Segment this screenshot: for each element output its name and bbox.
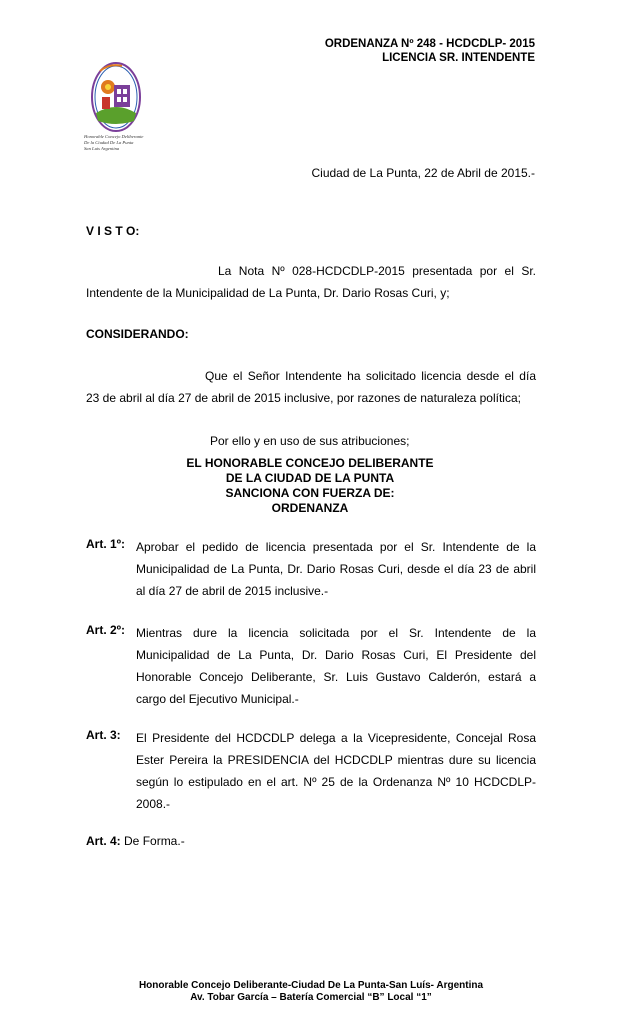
article-line: 2008.- <box>136 797 171 811</box>
visto-line: La Nota Nº 028-HCDCDLP-2015 presentada por el Sr. <box>218 264 536 278</box>
por-ello-line: Por ello y en uso de sus atribuciones; <box>210 434 410 448</box>
article-line: Mientras dure la licencia solicitada por el Sr. Intendente de la <box>136 626 536 640</box>
article-line: al día 27 de abril de 2015 inclusive.- <box>136 584 329 598</box>
footer-line: Av. Tobar García – Batería Comercial “B” Local “1” <box>190 992 432 1003</box>
ordinance-subject: LICENCIA SR. INTENDENTE <box>382 52 535 64</box>
ordinance-number: ORDENANZA Nº 248 - HCDCDLP- 2015 <box>324 38 535 50</box>
article-line: Aprobar el pedido de licencia presentada por el Sr. Intendente de la <box>136 540 536 554</box>
resolution-line: SANCIONA CON FUERZA DE: <box>225 486 395 500</box>
article-1-body <box>136 536 536 602</box>
considerando-line: Que el Señor Intendente ha solicitado licencia desde el día <box>205 369 536 383</box>
considerando-paragraph <box>205 365 536 387</box>
article-line: Ester Pereira la PRESIDENCIA del HCDCDLP mientras dure su licencia <box>136 753 536 767</box>
considerando-paragraph-cont <box>86 387 546 409</box>
document-date: Ciudad de La Punta, 22 de Abril de 2015.- <box>311 166 535 180</box>
visto-line: Intendente de la Municipalidad de La Punta, Dr. Dario Rosas Curi, y; <box>86 286 450 300</box>
article-2-body <box>136 622 536 710</box>
article-3-body <box>136 727 536 815</box>
considerando-heading: CONSIDERANDO: <box>86 327 189 341</box>
article-line: cargo del Ejecutivo Municipal.- <box>136 692 299 706</box>
visto-paragraph-cont <box>86 282 536 304</box>
article-3-label: Art. 3: <box>86 728 121 742</box>
article-line: Municipalidad de La Punta, Dr. Dario Rosas Curi, desde el día 23 de abril <box>136 562 536 576</box>
resolution-line: EL HONORABLE CONCEJO DELIBERANTE <box>186 456 434 470</box>
logo-caption <box>84 134 154 152</box>
considerando-line: 23 de abril al día 27 de abril de 2015 inclusive, por razones de naturaleza política; <box>86 391 521 405</box>
logo-caption-line: De la Ciudad De La Punta <box>84 140 134 145</box>
footer-line: Honorable Concejo Deliberante-Ciudad De La Punta-San Luís- Argentina <box>138 980 484 991</box>
article-line: Honorable Concejo Deliberante, Sr. Luis Gustavo Calderón, estará a <box>136 670 536 684</box>
visto-heading: V I S T O: <box>86 224 140 238</box>
article-4 <box>86 834 185 848</box>
article-line: De Forma.- <box>124 834 185 848</box>
article-2-label: Art. 2º: <box>86 623 126 637</box>
article-line: El Presidente del HCDCDLP delega a la Vicepresidente, Concejal Rosa <box>136 731 536 745</box>
article-1-label: Art. 1º: <box>86 537 126 551</box>
logo-caption-line: San Luis Argentina <box>84 146 120 151</box>
article-4-label: Art. 4: <box>86 834 121 848</box>
article-line: Municipalidad de La Punta, Dr. Dario Rosas Curi, El Presidente del <box>136 648 536 662</box>
logo-caption-line: Honorable Concejo Deliberante <box>84 134 144 139</box>
visto-paragraph <box>218 260 536 282</box>
article-line: según lo estipulado en el art. Nº 25 de la Ordenanza Nº 10 HCDCDLP- <box>136 775 536 789</box>
resolution-line: ORDENANZA <box>271 501 349 515</box>
resolution-line: DE LA CIUDAD DE LA PUNTA <box>225 471 395 485</box>
